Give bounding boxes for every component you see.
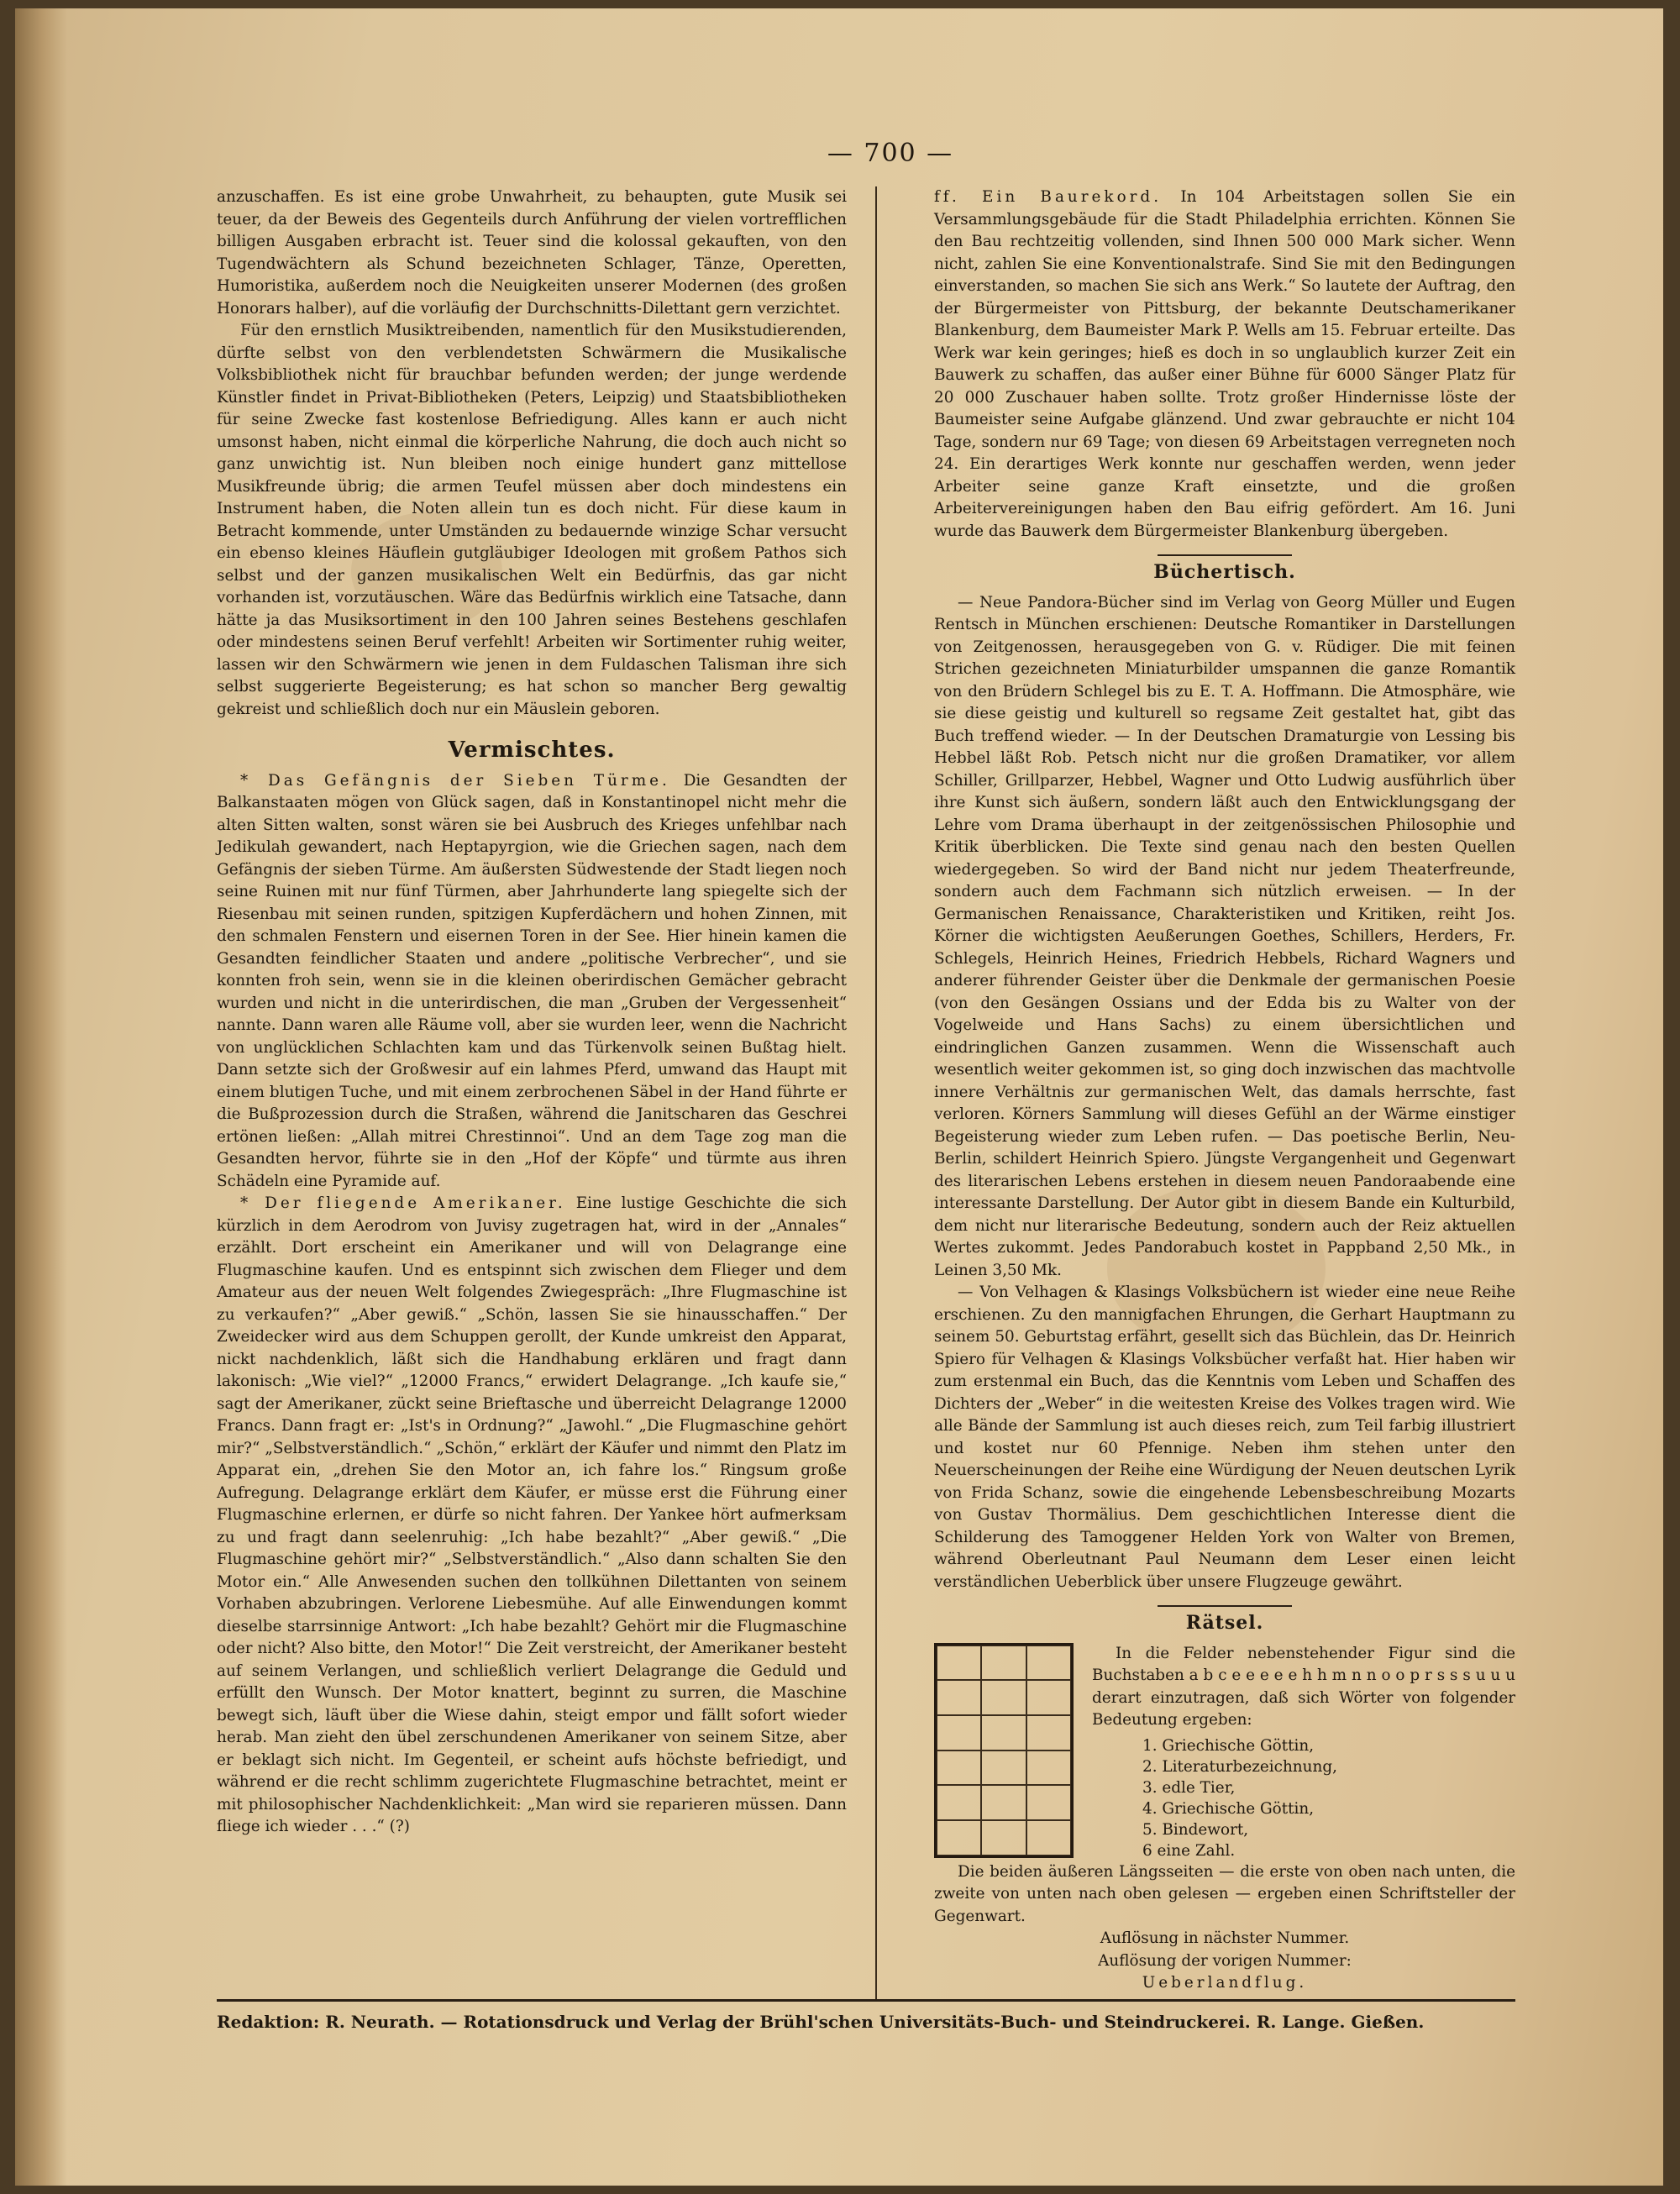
section-rule <box>1158 1605 1292 1607</box>
article-body: Die Gesandten der Balkanstaaten mögen von Glück sagen, daß in Konstantinopel nicht mehr die alten Sitten walten, sonst wären sie bei Ausbruch des Krieges unfehlbar nach Jedikulah gewandert, nach Heptapyrgion, wie die Griechen sagen, nach dem Gefängnis der sieben Türme. Am äußersten Südwestende der Stadt liegen noch seine Ruinen mit nur fünf Türmen, aber Jahrhunderte lang spiegelte sich der Riesenbau mit seinen runden, spitzigen Kupferdächern und hohen Zinnen, mit den schmalen Fenstern und eisernen Toren in der See. Hier hinein kamen die Gesandten feindlicher Staaten und andere „politische Verbrecher“, und sie konnten froh sein, wenn sie in die kleinen oberirdischen Gemächer gebracht wurden und nicht in die unterirdischen, die man „Gruben der Vergessenheit“ nannte. Dann waren alle Räume voll, aber sie wurden leer, wenn die Nachricht von unglücklichen Schlachten kam und das Türkenvolk seinen Bußtag hielt. Dann setzte sich der Großwesir auf ein lahmes Pferd, umwand das Haupt mit einem blutigen Tuche, und mit einem zerbrochenen Säbel in der Hand führte er die Bußprozession durch die Straßen, während die Janitscharen das Geschrei ertönen ließen: „Allah mitrei Chrestinnoi“. Und an dem Tage zog man die Gesandten hervor, führte sie in den „Hof der Köpfe“ und türmte aus ihren Schädeln eine Pyramide auf. <box>217 771 847 1190</box>
music-article-paragraph-2: Für den ernstlich Musiktreibenden, namentlich für den Musikstudierenden, dürfte selbst von den verblendetsten Schwärmern die Musikalische Volksbibliothek nicht für brauchbar befunden werden; der junge werdende Künstler findet in Privat-Bibliotheken (Peters, Leipzig) und Staatsbibliotheken für seine Zwecke fast kostenlose Befriedigung. Alles kann er auch nicht umsonst haben, nicht einmal die körperliche Nahrung, die doch auch nicht so ganz unwichtig ist. Nun bleiben noch einige hundert ganz mittellose Musikfreunde übrig; die armen Teufel müssen aber doch mindestens ein Instrument haben, die Noten allein tun es doch nicht. Für diese kaum in Betracht kommende, unter Umständen zu bedauernde winzige Schar versucht ein ebenso kleines Häuflein gutgläubiger Ideologen mit großem Pathos sich selbst und der ganzen musikalischen Welt ein Bedürfnis, das gar nicht vorhanden ist, vorzutäuschen. Wäre das Bedürfnis wirklich eine Tatsache, dann hätte ja das Musiksortiment in den 100 Jahren seines Bestehens geschlafen oder mindestens seinen Beruf verfehlt! Arbeiten wir Sortimenter ruhig weiter, lassen wir den Schwärmern wie jenen in dem Fuldaschen Talisman ihre sich selbst suggerierte Begeisterung; es hat schon so mancher Berg gewaltig gekreist und schließlich doch nur ein Mäuslein geboren. <box>217 322 847 718</box>
section-heading-buechertisch: Büchertisch. <box>1153 561 1296 583</box>
riddle-note: Die beiden äußeren Längsseiten — die erste von oben nach unten, die zweite von unten nach oben gelesen — ergeben einen Schriftsteller der Gegenwart. <box>934 1862 1515 1925</box>
grid-cell <box>937 1785 981 1820</box>
grid-cell <box>937 1820 981 1855</box>
clue-item: 4. Griechische Göttin, <box>1142 1799 1315 1818</box>
grid-cell <box>937 1680 981 1715</box>
grid-cell <box>937 1646 981 1681</box>
article-title: ff. Ein Baurekord. <box>934 188 1163 206</box>
page-number: — 700 — <box>827 139 954 168</box>
grid-cell <box>981 1680 1026 1715</box>
grid-cell <box>1026 1785 1071 1820</box>
article-body: Eine lustige Geschichte die sich kürzlich in dem Aerodrom von Juvisy zugetragen hat, wird in der „Annales“ erzählt. Dort erscheint ein Amerikaner und will von Delagrange eine Flugmaschine kaufen. Und es entspinnt sich zwischen dem Flieger und dem Amateur aus der neuen Welt folgendes Zwiegespräch: „Ihre Flugmaschine ist zu verkaufen?“ „Aber gewiß.“ „Schön, lassen Sie sie hinausschaffen.“ Der Zweidecker wird aus dem Schuppen gerollt, der Kunde umkreist den Apparat, nickt nachdenklich, läßt sich die Handhabung erklären und fragt dann lakonisch: „Wie viel?“ „12000 Francs,“ erwidert Delagrange. „Ich kaufe sie,“ sagt der Amerikaner, zückt seine Brieftasche und überreicht Delagrange 12000 Francs. Dann fragt er: „Ist's in Ordnung?“ „Jawohl.“ „Die Flugmaschine gehört mir?“ „Selbstverständlich.“ „Schön,“ erklärt der Käufer und nimmt den Platz im Apparat ein, „drehen Sie den Motor an, ich fahre los.“ Ringsum große Aufregung. Delagrange erklärt dem Käufer, er müsse erst die Führung einer Flugmaschine erlernen, er dürfe so nicht fahren. Der Yankee hört aufmerksam zu und fragt dann seelenruhig: „Ich habe bezahlt?“ „Aber gewiß.“ „Die Flugmaschine gehört mir?“ „Selbstverständlich.“ „Also dann schalten Sie den Motor ein.“ Alle Anwesenden suchen den tollkühnen Dilettanten von seinem Vorhaben abzubringen. Verlorene Liebesmühe. Auf alle Einwendungen kommt dieselbe starrsinnige Antwort: „Ich habe bezahlt? Gehört mir die Flugmaschine oder nicht? Also bitte, den Motor!“ Die Zeit verstreicht, der Amerikaner besteht auf seinem Verlangen, und schließlich verliert Delagrange die Geduld und erfüllt den Wunsch. Der Motor knattert, beginnt zu surren, die Maschine bewegt sich, läuft über die Wiese dahin, steigt empor und fällt sofort wieder herab. Man zieht den übel zerschundenen Amerikaner von seinem Sitze, aber er beklagt sich nicht. Im Gegenteil, er scheint aufs höchste befriedigt, und während er die recht schlimm zugerichtete Flugmaschine betrachtet, meint er mit philosophischer Nachdenklichkeit: „Man wird sie reparieren müssen. Dann fliege ich wieder . . .“ (?) <box>217 1194 847 1835</box>
grid-cell <box>1026 1680 1071 1715</box>
grid-cell <box>1026 1646 1071 1681</box>
article-title: * Das Gefängnis der Sieben Türme. <box>240 771 670 790</box>
grid-cell <box>1026 1715 1071 1750</box>
clue-item: 6 eine Zahl. <box>1142 1841 1236 1860</box>
article-flying-american <box>217 1193 847 1839</box>
riddle-clues <box>1142 1735 1515 1861</box>
left-column <box>217 186 847 1839</box>
grid-cell <box>981 1646 1026 1681</box>
section-rule <box>1158 554 1292 556</box>
section-heading-raetsel: Rätsel. <box>1185 1612 1264 1634</box>
grid-cell <box>937 1715 981 1750</box>
column-divider <box>875 186 877 2001</box>
grid-cell <box>937 1750 981 1786</box>
imprint-footer: Redaktion: R. Neurath. — Rotationsdruck und Verlag der Brühl'schen Universitäts-Buch- und Steindruckerei. R. Lange. Gießen. <box>217 2012 1425 2032</box>
grid-cell <box>1026 1750 1071 1786</box>
clue-item: 5. Bindewort, <box>1142 1820 1249 1839</box>
solution-previous-label: Auflösung der vorigen Nummer: <box>1098 1951 1352 1970</box>
solution-previous-word: Ueberlandflug. <box>1142 1974 1308 1992</box>
clue-item: 2. Literaturbezeichnung, <box>1142 1757 1337 1776</box>
article-construction-record <box>934 186 1515 543</box>
page-fold-shadow <box>15 8 67 2186</box>
clue-item: 1. Griechische Göttin, <box>1142 1736 1315 1755</box>
grid-cell <box>981 1785 1026 1820</box>
riddle-block <box>934 1643 1515 1861</box>
grid-cell <box>981 1715 1026 1750</box>
footer-rule <box>217 1999 1515 2002</box>
section-heading-vermischtes: Vermischtes. <box>448 737 616 763</box>
books-paragraph-1: — Neue Pandora-Bücher sind im Verlag von Georg Müller und Eugen Rentsch in München erschienen: Deutsche Romantiker in Darstellungen von Zeitgenossen, herausgegeben von G. v. Rüdiger. Die mit feinen Strichen gezeichneten Miniaturbilder umspannen die ganze Romantik von den Brüdern Schlegel bis zu E. T. A. Hoffmann. Die Atmosphäre, wie sie diese geistig und kulturell so regsame Zeit gestaltet hat, gibt das Buch treffend wieder. — In der Deutschen Dramaturgie von Lessing bis Hebbel läßt Rob. Petsch nicht nur die großen Dramatiker, vor allem Schiller, Grillparzer, Hebbel, Wagner und Otto Ludwig ausführlich über ihre Kunst sich äußern, sondern läßt auch den Entwicklungsgang der Lehre vom Drama überhaupt in der zeitgenössischen Philosophie und Kritik überblicken. Die Texte sind genau nach den besten Quellen wiedergegeben. So wird der Band nicht nur jedem Theaterfreunde, sondern auch dem Fachmann sich nützlich erweisen. — In der Germanischen Renaissance, Charakteristiken und Kritiken, reiht Jos. Körner die wichtigsten Aeußerungen Goethes, Schillers, Herders, Fr. Schlegels, Heinrich Heines, Friedrich Hebbels, Richard Wagners und anderer führender Geister über die Denkmale der germanischen Poesie (von den Gesängen Ossians und der Edda bis zu Walter von der Vogelweide und Hans Sachs) zu einem übersichtlichen und eindringlichen Ganzen zusammen. Wenn die Wissenschaft auch wesentlich weiter gekommen ist, so ging doch inzwischen das machtvolle innere Verhältnis zur germanischen Welt, das damals herrschte, fast verloren. Körners Sammlung will dieses Gefühl an der Wärme einstiger Begeisterung wieder zum Leben rufen. — Das poetische Berlin, Neu-Berlin, schildert Heinrich Spiero. Jüngste Vergangenheit und Gegenwart des literarischen Lebens erstehen in diesem neuen Pandoraabende eine interessante Darstellung. Der Autor gibt in diesem Bande ein Kulturbild, dem nicht nur literarische Bedeutung, sondern auch der Reiz aktuellen Wertes zukommt. Jedes Pandorabuch kostet in Pappband 2,50 Mk., in Leinen 3,50 Mk. <box>934 593 1515 1279</box>
riddle-grid <box>934 1643 1074 1858</box>
solution-next-issue: Auflösung in nächster Nummer. <box>1100 1929 1350 1947</box>
article-title: * Der fliegende Amerikaner. <box>240 1194 566 1212</box>
riddle-text <box>1092 1643 1515 1861</box>
right-column <box>934 186 1515 1995</box>
riddle-instructions: In die Felder nebenstehender Figur sind die Buchstaben a b c e e e e e h h m n n o o p r s s s u u u derart einzutragen, daß sich Wörter von folgender Bedeutung ergeben: <box>1092 1644 1515 1729</box>
grid-cell <box>981 1820 1026 1855</box>
grid-cell <box>981 1750 1026 1786</box>
grid-cell <box>1026 1820 1071 1855</box>
books-paragraph-2: — Von Velhagen & Klasings Volksbüchern ist wieder eine neue Reihe erschienen. Zu den mannigfachen Ehrungen, die Gerhart Hauptmann zu seinem 50. Geburtstag erfährt, gesellt sich das Büchlein, das Dr. Heinrich Spiero für Velhagen & Klasings Volksbücher verfaßt hat. Hier haben wir zum erstenmal ein Buch, das die Kenntnis vom Leben und Schaffen des Dichters der „Weber“ in die weitesten Kreise des Volkes tragen wird. Wie alle Bände der Sammlung ist auch dieses reich, zum Teil farbig illustriert und kostet nur 60 Pfennige. Neben ihm stehen unter den Neuerscheinungen der Reihe eine Würdigung der Neuen deutschen Lyrik von Frida Schanz, sowie die eingehende Lebensbeschreibung Mozarts von Gustav Thormälius. Dem geschichtlichen Interesse dient die Schilderung des Tamoggener Helden York von Walter von Bremen, während Oberleutnant Paul Neumann dem Leser einen leicht verständlichen Ueberblick über unsere Flugzeuge gewährt. <box>934 1283 1515 1591</box>
music-article-paragraph-1: anzuschaffen. Es ist eine grobe Unwahrheit, zu behaupten, gute Musik sei teuer, da der Beweis des Gegenteils durch Anführung der vielen vortrefflichen billigen Ausgaben erbracht ist. Teuer sind die kolossal gekauften, von den Tugendwächtern als Schund bezeichneten Schlager, Tänze, Operetten, Humoristika, außerdem noch die Neuigkeiten unserer Modernen (des großen Honorars halber), auf die vorläufig der Durchschnitts-Dilettant gern verzichtet. <box>217 188 847 318</box>
article-seven-towers <box>217 770 847 1194</box>
clue-item: 3. edle Tier, <box>1142 1778 1236 1797</box>
article-body: In 104 Arbeitstagen sollen Sie ein Versammlungsgebäude für die Stadt Philadelphia errichten. Können Sie den Bau rechtzeitig vollenden, sind Ihnen 500 000 Mark sicher. Wenn nicht, zahlen Sie eine Konventionalstrafe. Sind Sie mit den Bedingungen einverstanden, so machen Sie sich ans Werk.“ So lautete der Auftrag, den der Bürgermeister von Pittsburg, der bekannte Deutschamerikaner Blankenburg, dem Baumeister Mark P. Wells am 15. Februar erteilte. Das Werk war kein geringes; hieß es doch in so unglaublich kurzer Zeit ein Bauwerk zu schaffen, das außer einer Bühne für 6000 Sänger Platz für 20 000 Zuschauer haben sollte. Trotz großer Hindernisse löste der Baumeister seine Aufgabe glänzend. Und zwar gebrauchte er nicht 104 Tage, sondern nur 69 Tage; von diesen 69 Arbeitstagen verregneten noch 24. Ein derartiges Werk konnte nur geschaffen werden, wenn jeder Arbeiter seine ganze Kraft einsetzte, und die großen Arbeitervereinigungen haben den Bau eifrig gefördert. Am 16. Juni wurde das Bauwerk dem Bürgermeister Blankenburg übergeben. <box>934 188 1515 540</box>
